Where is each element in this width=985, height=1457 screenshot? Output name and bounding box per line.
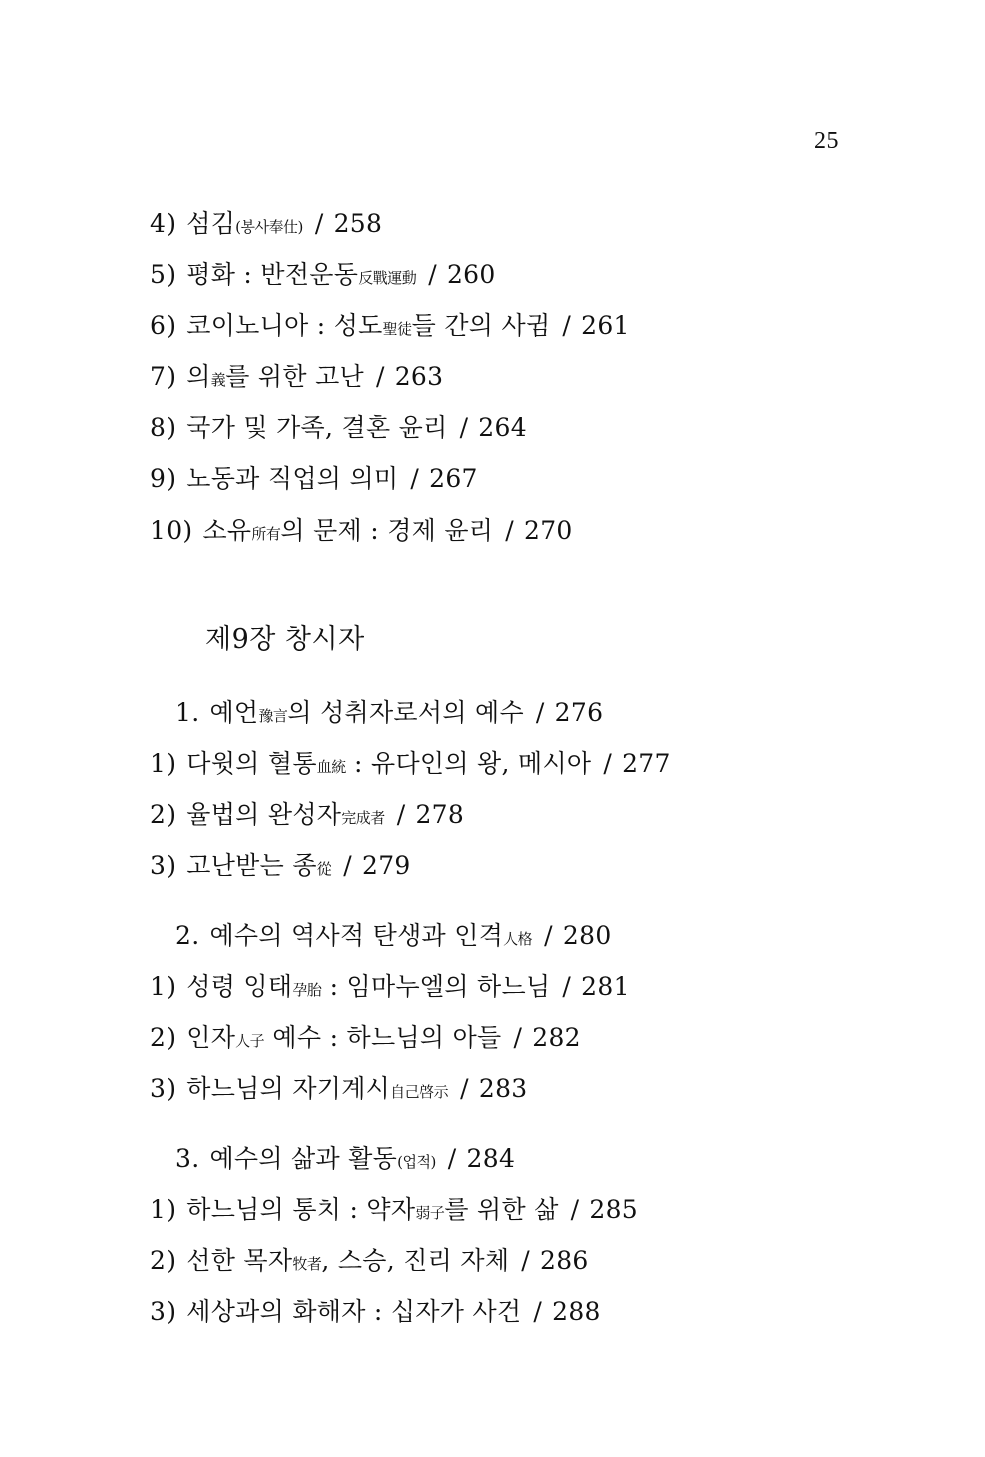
entry-title-text: : 임마누엘의 하느님: [321, 972, 551, 1001]
page-separator: /: [603, 749, 613, 778]
entry-title-text: 의 성취자로서의 예수: [287, 698, 524, 727]
entry-title-text: 코이노니아 : 성도: [186, 311, 383, 340]
entry-title-text: 인자: [186, 1023, 236, 1052]
entry-title-text: 를 위한 삶: [444, 1195, 559, 1224]
entry-title-text: 들 간의 사귐: [411, 311, 551, 340]
page-separator: /: [513, 1023, 523, 1052]
page-separator: /: [562, 972, 572, 1001]
entry-title-text: 율법의 완성자: [186, 800, 342, 829]
toc-entry: [150, 259, 496, 294]
toc-entry: [150, 850, 411, 885]
page-separator: /: [570, 1195, 580, 1224]
entry-title-text: 예수의 삶과 활동: [209, 1144, 398, 1173]
entry-number: 2): [150, 1246, 177, 1275]
entry-page-number: 258: [333, 209, 383, 238]
entry-number: 6): [150, 311, 177, 340]
toc-entry: [150, 412, 527, 444]
entry-number: 4): [150, 209, 177, 238]
entry-title-text: 의 문제 : 경제 윤리: [280, 516, 494, 545]
entry-page-number: 267: [429, 464, 478, 493]
entry-number: 2): [150, 800, 177, 829]
toc-entry: [150, 971, 630, 1006]
entry-page-number: 264: [478, 413, 527, 442]
page-separator: /: [447, 1144, 457, 1173]
hanja-annotation: 完成者: [341, 809, 385, 827]
section-heading: [175, 1143, 515, 1178]
entry-title-text: 예수 : 하느님의 아들: [264, 1023, 502, 1052]
toc-entry: [150, 748, 671, 783]
entry-page-number: 288: [552, 1297, 601, 1326]
entry-page-number: 284: [466, 1144, 516, 1173]
entry-title-text: 예수의 역사적 탄생과 인격: [209, 921, 504, 950]
hanja-annotation: 人格: [503, 930, 533, 948]
toc-entry: [150, 1194, 638, 1229]
entry-title-text: 다윗의 혈통: [186, 749, 317, 778]
toc-entry: [150, 515, 573, 550]
section-heading: [175, 697, 603, 732]
entry-page-number: 261: [581, 311, 630, 340]
toc-entry: [150, 361, 443, 396]
entry-title-text: 국가 및 가족, 결혼 윤리: [186, 413, 448, 442]
entry-page-number: 277: [622, 749, 671, 778]
page-separator: /: [521, 1246, 531, 1275]
hanja-annotation: 自己啓示: [390, 1083, 449, 1101]
entry-title-text: 의: [186, 362, 211, 391]
page-separator: /: [505, 516, 514, 545]
toc-entry: [150, 1022, 581, 1057]
hanja-annotation: 所有: [251, 525, 281, 543]
entry-title-text: 섬김: [186, 209, 236, 238]
toc-entry: [150, 1245, 589, 1280]
page-separator: /: [343, 851, 353, 880]
hanja-annotation: 豫言: [258, 707, 288, 725]
page-separator: /: [535, 698, 545, 727]
entry-number: 3): [150, 1297, 177, 1326]
entry-number: 1): [150, 1195, 177, 1224]
entry-number: 3.: [175, 1144, 200, 1173]
hanja-annotation: 弱子: [415, 1204, 445, 1222]
hanja-annotation: 從: [316, 860, 332, 878]
entry-number: 2): [150, 1023, 177, 1052]
entry-number: 8): [150, 413, 177, 442]
page-separator: /: [544, 921, 553, 950]
section-heading: [175, 920, 612, 955]
entry-number: 10): [150, 516, 193, 545]
chapter-title: 제9장 창시자: [205, 624, 365, 655]
hanja-annotation: 人子: [235, 1032, 265, 1050]
page-separator: /: [459, 413, 469, 442]
hanja-annotation: (업적): [397, 1153, 436, 1171]
entry-number: 3): [150, 851, 177, 880]
toc-entry: [150, 1296, 601, 1328]
toc-entry: [150, 463, 478, 495]
entry-title-text: 선한 목자: [186, 1246, 293, 1275]
entry-page-number: 281: [581, 972, 630, 1001]
page-number: 25: [814, 128, 839, 154]
entry-page-number: 286: [540, 1246, 589, 1275]
entry-title-text: 성령 잉태: [186, 972, 293, 1001]
entry-page-number: 276: [554, 698, 604, 727]
entry-number: 5): [150, 260, 177, 289]
entry-number: 1): [150, 749, 177, 778]
entry-number: 2.: [175, 921, 200, 950]
entry-title-text: 하느님의 자기계시: [186, 1074, 391, 1103]
toc-entry: [150, 208, 382, 243]
entry-page-number: 282: [532, 1023, 581, 1052]
entry-number: 1.: [175, 698, 200, 727]
entry-page-number: 263: [394, 362, 444, 391]
toc-entry: [150, 799, 464, 834]
entry-title-text: 를 위한 고난: [225, 362, 364, 391]
entry-title-text: 고난받는 종: [186, 851, 317, 880]
page-separator: /: [410, 464, 420, 493]
page-separator: /: [314, 209, 324, 238]
hanja-annotation: 聖徒: [382, 320, 412, 338]
page-separator: /: [396, 800, 406, 829]
entry-number: 9): [150, 464, 177, 493]
entry-page-number: 285: [589, 1195, 639, 1224]
page-separator: /: [562, 311, 572, 340]
toc-entry: [150, 310, 630, 345]
page-separator: /: [533, 1297, 543, 1326]
entry-title-text: 예언: [209, 698, 259, 727]
entry-title-text: : 유다인의 왕, 메시아: [345, 749, 592, 778]
entry-title-text: 세상과의 화해자 : 십자가 사건: [186, 1297, 522, 1326]
hanja-annotation: 孕胎: [292, 981, 322, 999]
entry-page-number: 278: [415, 800, 465, 829]
hanja-annotation: 義: [210, 371, 226, 389]
entry-page-number: 260: [446, 260, 496, 289]
entry-title-text: 평화 : 반전운동: [186, 260, 359, 289]
toc-entry: [150, 1073, 528, 1108]
entry-number: 7): [150, 362, 177, 391]
page-separator: /: [375, 362, 385, 391]
entry-title-text: 소유: [202, 516, 252, 545]
hanja-annotation: (봉사奉仕): [235, 218, 303, 236]
hanja-annotation: 反戰運動: [358, 269, 417, 287]
entry-page-number: 280: [562, 921, 612, 950]
hanja-annotation: 牧者: [292, 1255, 322, 1273]
entry-title-text: 하느님의 통치 : 약자: [186, 1195, 416, 1224]
entry-title-text: , 스승, 진리 자체: [321, 1246, 510, 1275]
entry-page-number: 279: [362, 851, 411, 880]
entry-page-number: 283: [478, 1074, 528, 1103]
entry-number: 3): [150, 1074, 177, 1103]
page-separator: /: [460, 1074, 469, 1103]
entry-page-number: 270: [524, 516, 573, 545]
hanja-annotation: 血統: [316, 758, 346, 776]
entry-title-text: 노동과 직업의 의미: [186, 464, 399, 493]
entry-number: 1): [150, 972, 177, 1001]
page-separator: /: [428, 260, 437, 289]
